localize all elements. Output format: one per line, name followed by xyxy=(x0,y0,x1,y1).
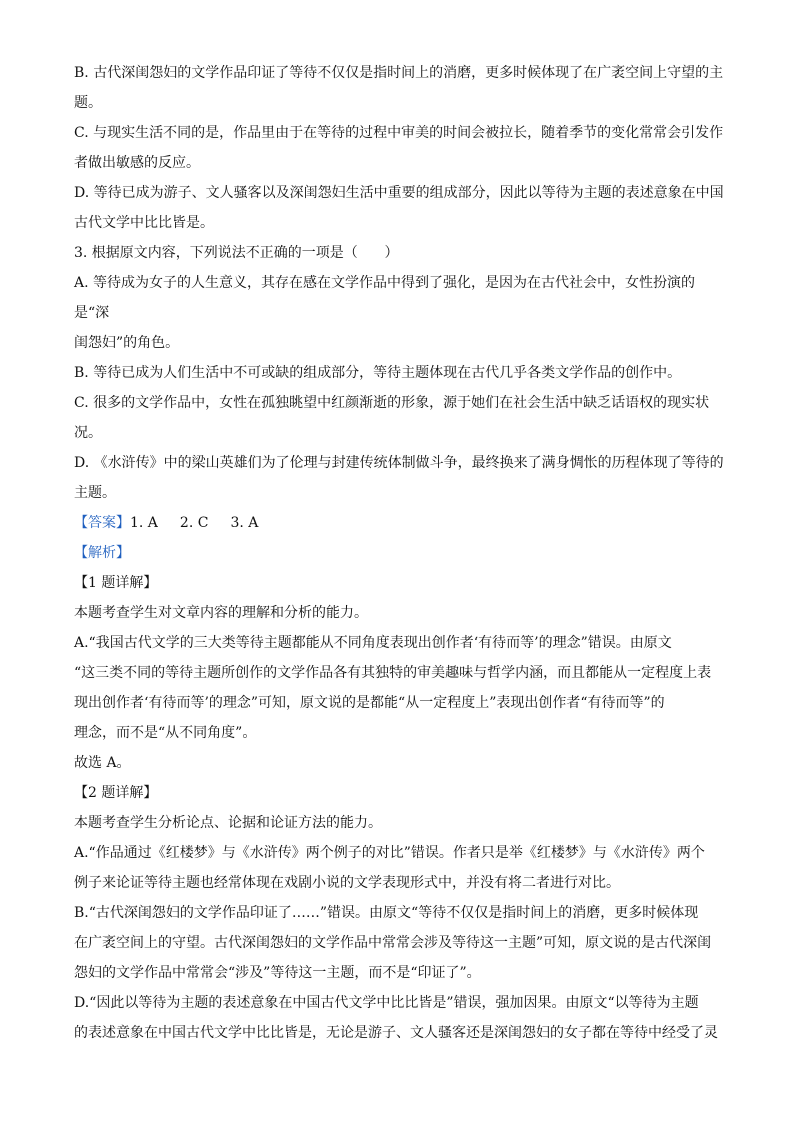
text-line: 本题考查学生分析论点、论据和论证方法的能力。 xyxy=(74,815,382,831)
text-line: D.“因此以等待为主题的表述意象在中国古代文学中比比皆是”错误，强加因果。由原文“以等待为主题 xyxy=(74,995,699,1011)
text-line: 闺怨妇”的角色。 xyxy=(74,335,180,351)
text-line: A.“我国古代文学的三大类等待主题都能从不同角度表现出创作者‘有待而等’的理念”错误。由原文 xyxy=(74,635,672,651)
text-line: B.“古代深闺怨妇的文学作品印证了……”错误。由原文“等待不仅仅是指时间上的消磨，更多时候体现 xyxy=(74,905,699,921)
text-line: B. 等待已成为人们生活中不可或缺的组成部分，等待主题体现在古代几乎各类文学作品的创作中。 xyxy=(74,365,682,381)
text-line: “这三类不同的等待主题所创作的文学作品各有其独特的审美趣味与哲学内涵，而且都能从一定程度上表 xyxy=(74,665,712,681)
text-line: 古代文学中比比皆是。 xyxy=(74,215,214,231)
document-page xyxy=(74,58,724,1048)
text-line: 怨妇的文学作品中常常会“涉及”等待这一主题，而不是“印证了”。 xyxy=(74,965,481,981)
text-line: C. 很多的文学作品中，女性在孤独眺望中红颜渐逝的形象，源于她们在社会生活中缺乏话语权的现实状况。 xyxy=(74,395,710,441)
section-heading: 【2 题详解】 xyxy=(74,785,158,801)
text-line: 在广袤空间上的守望。古代深闺怨妇的文学作品中常常会涉及等待这一主题”可知，原文说的是古代深闺 xyxy=(74,935,712,951)
text-line: 主题。 xyxy=(74,485,116,501)
section-heading: 【1 题详解】 xyxy=(74,575,158,591)
analysis-label: 【解析】 xyxy=(74,545,130,561)
text-line: D. 《水浒传》中的梁山英雄们为了伦理与封建传统体制做斗争，最终换来了满身惆怅的历程体现了等待的 xyxy=(74,455,724,471)
answer-item: 1. A xyxy=(130,515,158,531)
text-line: C. 与现实生活不同的是，作品里由于在等待的过程中审美的时间会被拉长，随着季节的变化常常会引发作 xyxy=(74,125,724,141)
text-line: 的表述意象在中国古代文学中比比皆是，无论是游子、文人骚客还是深闺怨妇的女子都在等待中经受了灵 xyxy=(74,1025,718,1041)
answer-item: 2. C xyxy=(179,515,209,531)
text-line: 例子来论证等待主题也经常体现在戏剧小说的文学表现形式中，并没有将二者进行对比。 xyxy=(74,875,620,891)
answer-item: 3. A xyxy=(230,515,259,531)
text-line: A. 等待成为女子的人生意义，其存在感在文学作品中得到了强化，是因为在古代社会中，女性扮演的是“深 xyxy=(74,275,696,321)
text-line: D. 等待已成为游子、文人骚客以及深闺怨妇生活中重要的组成部分，因此以等待为主题的表述意象在中国 xyxy=(74,185,724,201)
text-line: 本题考查学生对文章内容的理解和分析的能力。 xyxy=(74,605,368,621)
text-line: B. 古代深闺怨妇的文学作品印证了等待不仅仅是指时间上的消磨，更多时候体现了在广袤空间上守望的主 xyxy=(74,65,724,81)
text-line: 理念，而不是“从不同角度”。 xyxy=(74,725,257,741)
answer-label: 【答案】 xyxy=(74,515,130,531)
answer-line xyxy=(74,508,724,538)
text-line: A.“作品通过《红楼梦》与《水浒传》两个例子的对比”错误。作者只是举《红楼梦》与《水浒传》两个 xyxy=(74,845,705,861)
text-line: 现出创作者‘有待而等’的理念”可知，原文说的是都能“从一定程度上”表现出创作者“有待而等”的 xyxy=(74,695,665,711)
text-line: 题。 xyxy=(74,95,102,111)
text-line: 者做出敏感的反应。 xyxy=(74,155,200,171)
question-3-stem: 3. 根据原文内容，下列说法不正确的一项是（ ） xyxy=(74,245,399,261)
text-line: 故选 A。 xyxy=(74,755,131,771)
